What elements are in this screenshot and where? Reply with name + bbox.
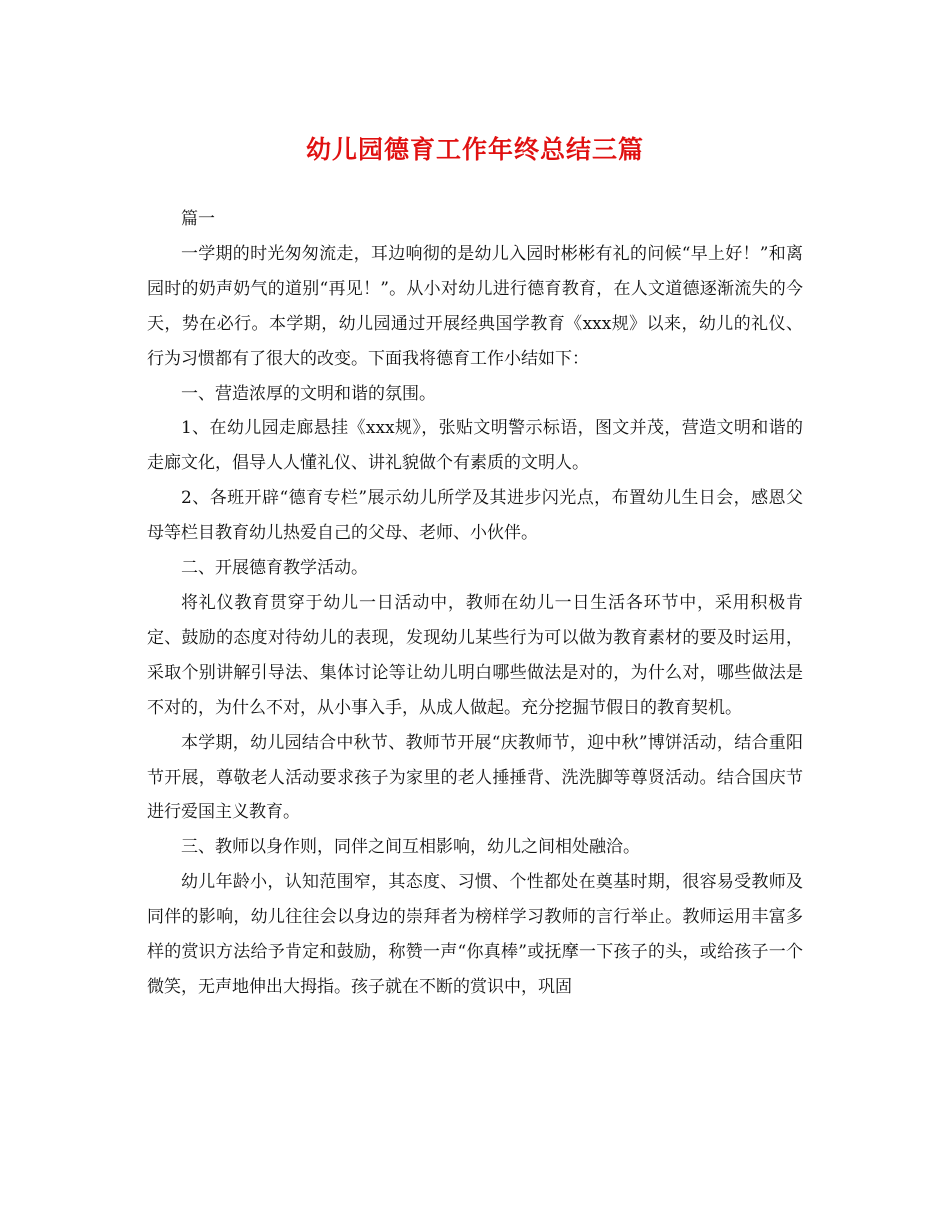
paragraph: 幼儿年龄小，认知范围窄，其态度、习惯、个性都处在奠基时期，很容易受教师及同伴的影响，幼儿往往会以身边的崇拜者为榜样学习教师的言行举止。教师运用丰富多样的赏识方法给予肯定和鼓励，称赞一声“你真棒”或抚摩一下孩子的头，或给孩子一个微笑，无声地伸出大拇指。孩子就在不断的赏识中，巩固 (147, 872, 803, 997)
document-body (147, 202, 803, 1005)
subheading: 三、教师以身作则，同伴之间互相影响，幼儿之间相处融洽。 (181, 837, 640, 858)
document-title: 幼儿园德育工作年终总结三篇 (305, 135, 644, 164)
paragraph: 2、各班开辟“德育专栏”展示幼儿所学及其进步闪光点，布置幼儿生日会，感恩父母等栏目教育幼儿热爱自己的父母、老师、小伙伴。 (147, 488, 803, 544)
paragraph: 一学期的时光匆匆流走，耳边响彻的是幼儿入园时彬彬有礼的问候“早上好！”和离园时的奶声奶气的道别“再见！”。从小对幼儿进行德育教育，在人文道德逐渐流失的今天，势在必行。本学期，幼儿园通过开展经典国学教育《xxx规》以来，幼儿的礼仪、行为习惯都有了很大的改变。下面我将德育工作小结如下： (147, 243, 803, 369)
section-heading: 篇一 (181, 209, 215, 229)
paragraph: 将礼仪教育贯穿于幼儿一日活动中，教师在幼儿一日生活各环节中，采用积极肯定、鼓励的态度对待幼儿的表现，发现幼儿某些行为可以做为教育素材的要及时运用，采取个别讲解引导法、集体讨论等让幼儿明白哪些做法是对的，为什么对，哪些做法是不对的，为什么不对，从小事入手，从成人做起。充分挖掘节假日的教育契机。 (147, 592, 803, 718)
paragraph: 1、在幼儿园走廊悬挂《xxx规》，张贴文明警示标语，图文并茂，营造文明和谐的走廊文化，倡导人人懂礼仪、讲礼貌做个有素质的文明人。 (147, 418, 803, 474)
subheading: 一、营造浓厚的文明和谐的氛围。 (181, 383, 436, 404)
subheading: 二、开展德育教学活动。 (181, 558, 368, 579)
paragraph: 本学期，幼儿园结合中秋节、教师节开展“庆教师节，迎中秋”博饼活动，结合重阳节开展，尊敬老人活动要求孩子为家里的老人捶捶背、洗洗脚等尊贤活动。结合国庆节进行爱国主义教育。 (147, 732, 803, 823)
